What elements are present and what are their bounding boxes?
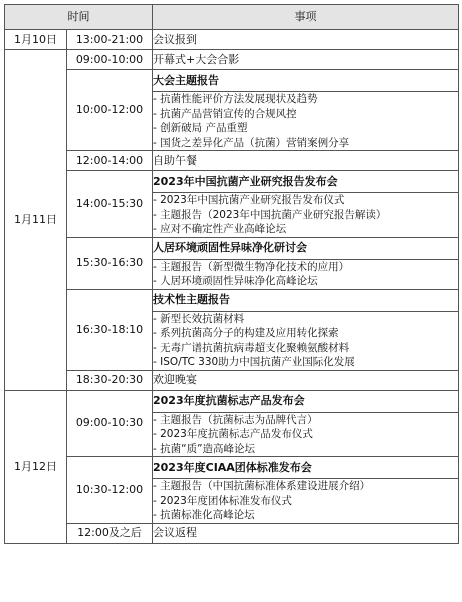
schedule-row — [5, 457, 459, 479]
time-cell: 14:00-15:30 — [67, 171, 153, 238]
event-cell: 开幕式+大会合影 — [153, 50, 459, 70]
date-cell: 1月11日 — [5, 50, 67, 391]
session-item: - 主题报告（中国抗菌标准体系建设进展介绍） — [153, 480, 371, 492]
session-item: - 无毒广谱抗菌抗病毒超支化聚赖氨酸材料 — [153, 341, 350, 354]
session-item: - 抗菌性能评价方法发展现状及趋势 — [153, 93, 318, 105]
schedule-row — [5, 289, 459, 311]
session-item: - 新型长效抗菌材料 — [153, 312, 245, 325]
session-title: 2023年度抗菌标志产品发布会 — [153, 390, 459, 412]
schedule-row — [5, 70, 459, 92]
session-item: - 人居环境顽固性异味净化高峰论坛 — [153, 275, 318, 287]
session-item: - 创新破局 产品重塑 — [153, 122, 248, 134]
schedule-row — [5, 151, 459, 171]
schedule-body — [5, 5, 459, 544]
session-item: - 抗菌“质”造高峰论坛 — [153, 442, 256, 455]
session-item: - 主题报告（2023年中国抗菌产业研究报告解读） — [153, 208, 387, 221]
session-items — [153, 479, 459, 524]
session-items — [153, 412, 459, 457]
session-items — [153, 193, 459, 238]
session-item: - 系列抗菌高分子的构建及应用转化探索 — [153, 327, 339, 339]
session-item: - 应对不确定性产业高峰论坛 — [153, 223, 287, 235]
session-item: - 2023年度抗菌标志产品发布仪式 — [153, 428, 313, 440]
schedule-row — [5, 370, 459, 390]
schedule-row — [5, 237, 459, 259]
time-cell: 13:00-21:00 — [67, 30, 153, 50]
session-title: 大会主题报告 — [153, 70, 459, 92]
header-event: 事项 — [153, 5, 459, 30]
session-item: - 2023年中国抗菌产业研究报告发布仪式 — [153, 194, 345, 206]
schedule-row — [5, 30, 459, 50]
session-item: - 主题报告（新型微生物净化技术的应用） — [153, 260, 350, 273]
session-title: 2023年度CIAA团体标准发布会 — [153, 457, 459, 479]
header-time: 时间 — [5, 5, 153, 30]
event-cell: 会议返程 — [153, 523, 459, 543]
session-item: - 2023年度团体标准发布仪式 — [153, 494, 292, 507]
time-cell: 18:30-20:30 — [67, 370, 153, 390]
session-item: - 抗菌标准化高峰论坛 — [153, 509, 255, 521]
time-cell: 15:30-16:30 — [67, 237, 153, 289]
time-cell: 10:00-12:00 — [67, 70, 153, 151]
session-items — [153, 92, 459, 151]
schedule-row — [5, 50, 459, 70]
time-cell: 12:00及之后 — [67, 523, 153, 543]
session-title: 人居环境顽固性异味净化研讨会 — [153, 237, 459, 259]
session-items — [153, 311, 459, 370]
event-cell: 欢迎晚宴 — [153, 370, 459, 390]
schedule-row — [5, 171, 459, 193]
event-cell: 自助午餐 — [153, 151, 459, 171]
session-items — [153, 259, 459, 289]
session-item: - 主题报告（抗菌标志为品牌代言） — [153, 413, 318, 426]
schedule-row — [5, 523, 459, 543]
event-cell: 会议报到 — [153, 30, 459, 50]
session-item: - 抗菌产品营销宣传的合规风控 — [153, 107, 297, 120]
date-cell: 1月10日 — [5, 30, 67, 50]
session-item: - 国货之差异化产品（抗菌）营销案例分享 — [153, 136, 350, 149]
time-cell: 09:00-10:30 — [67, 390, 153, 457]
session-title: 技术性主题报告 — [153, 289, 459, 311]
time-cell: 12:00-14:00 — [67, 151, 153, 171]
session-title: 2023年中国抗菌产业研究报告发布会 — [153, 171, 459, 193]
schedule-row — [5, 390, 459, 412]
schedule-table — [4, 4, 459, 544]
time-cell: 10:30-12:00 — [67, 457, 153, 524]
time-cell: 09:00-10:00 — [67, 50, 153, 70]
time-cell: 16:30-18:10 — [67, 289, 153, 370]
date-cell: 1月12日 — [5, 390, 67, 543]
session-item: - ISO/TC 330助力中国抗菌产业国际化发展 — [153, 356, 355, 368]
header-row — [5, 5, 459, 30]
